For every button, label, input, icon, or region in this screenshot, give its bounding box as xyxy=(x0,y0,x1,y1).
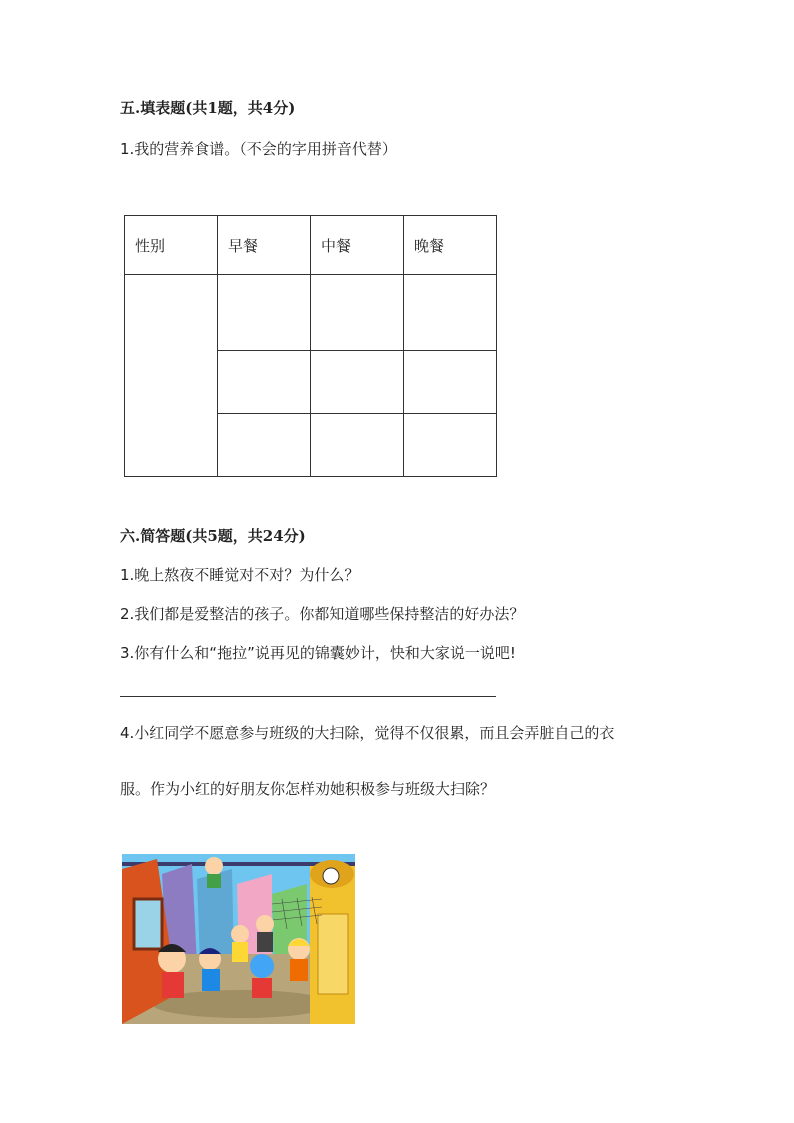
cleaning-illustration xyxy=(122,854,355,1024)
table-cell[interactable] xyxy=(404,275,497,351)
answer-line[interactable] xyxy=(120,696,496,697)
table-cell[interactable] xyxy=(404,351,497,414)
question-6-4-line2: 服。作为小红的好朋友你怎样劝她积极参与班级大扫除？ xyxy=(120,780,496,798)
section5-title: 五.填表题(共1题，共4分) xyxy=(120,99,296,117)
table-header-dinner: 晚餐 xyxy=(404,216,497,275)
table-cell-gender[interactable] xyxy=(125,275,218,477)
table-header-gender: 性别 xyxy=(125,216,218,275)
cartoon-kids-cleaning-image xyxy=(122,854,355,1024)
table-cell[interactable] xyxy=(404,414,497,477)
question-6-3: 3.你有什么和“拖拉”说再见的锦囊妙计，快和大家说一说吧! xyxy=(120,644,516,662)
question-6-4-line1: 4.小红同学不愿意参与班级的大扫除，觉得不仅很累，而且会弄脏自己的衣 xyxy=(120,724,615,742)
table-cell[interactable] xyxy=(311,275,404,351)
table-header-lunch: 中餐 xyxy=(311,216,404,275)
section6-title: 六.简答题(共5题，共24分) xyxy=(120,527,306,545)
table-cell[interactable] xyxy=(311,351,404,414)
table-cell[interactable] xyxy=(218,351,311,414)
table-cell[interactable] xyxy=(311,414,404,477)
question-6-2: 2.我们都是爱整洁的孩子。你都知道哪些保持整洁的好办法？ xyxy=(120,605,525,623)
meal-table xyxy=(124,215,497,477)
table-header-breakfast: 早餐 xyxy=(218,216,311,275)
table-cell[interactable] xyxy=(218,275,311,351)
table-cell[interactable] xyxy=(218,414,311,477)
question-6-1: 1.晚上熬夜不睡觉对不对？为什么？ xyxy=(120,566,360,584)
question-5-1: 1.我的营养食谱。（不会的字用拼音代替） xyxy=(120,140,397,158)
